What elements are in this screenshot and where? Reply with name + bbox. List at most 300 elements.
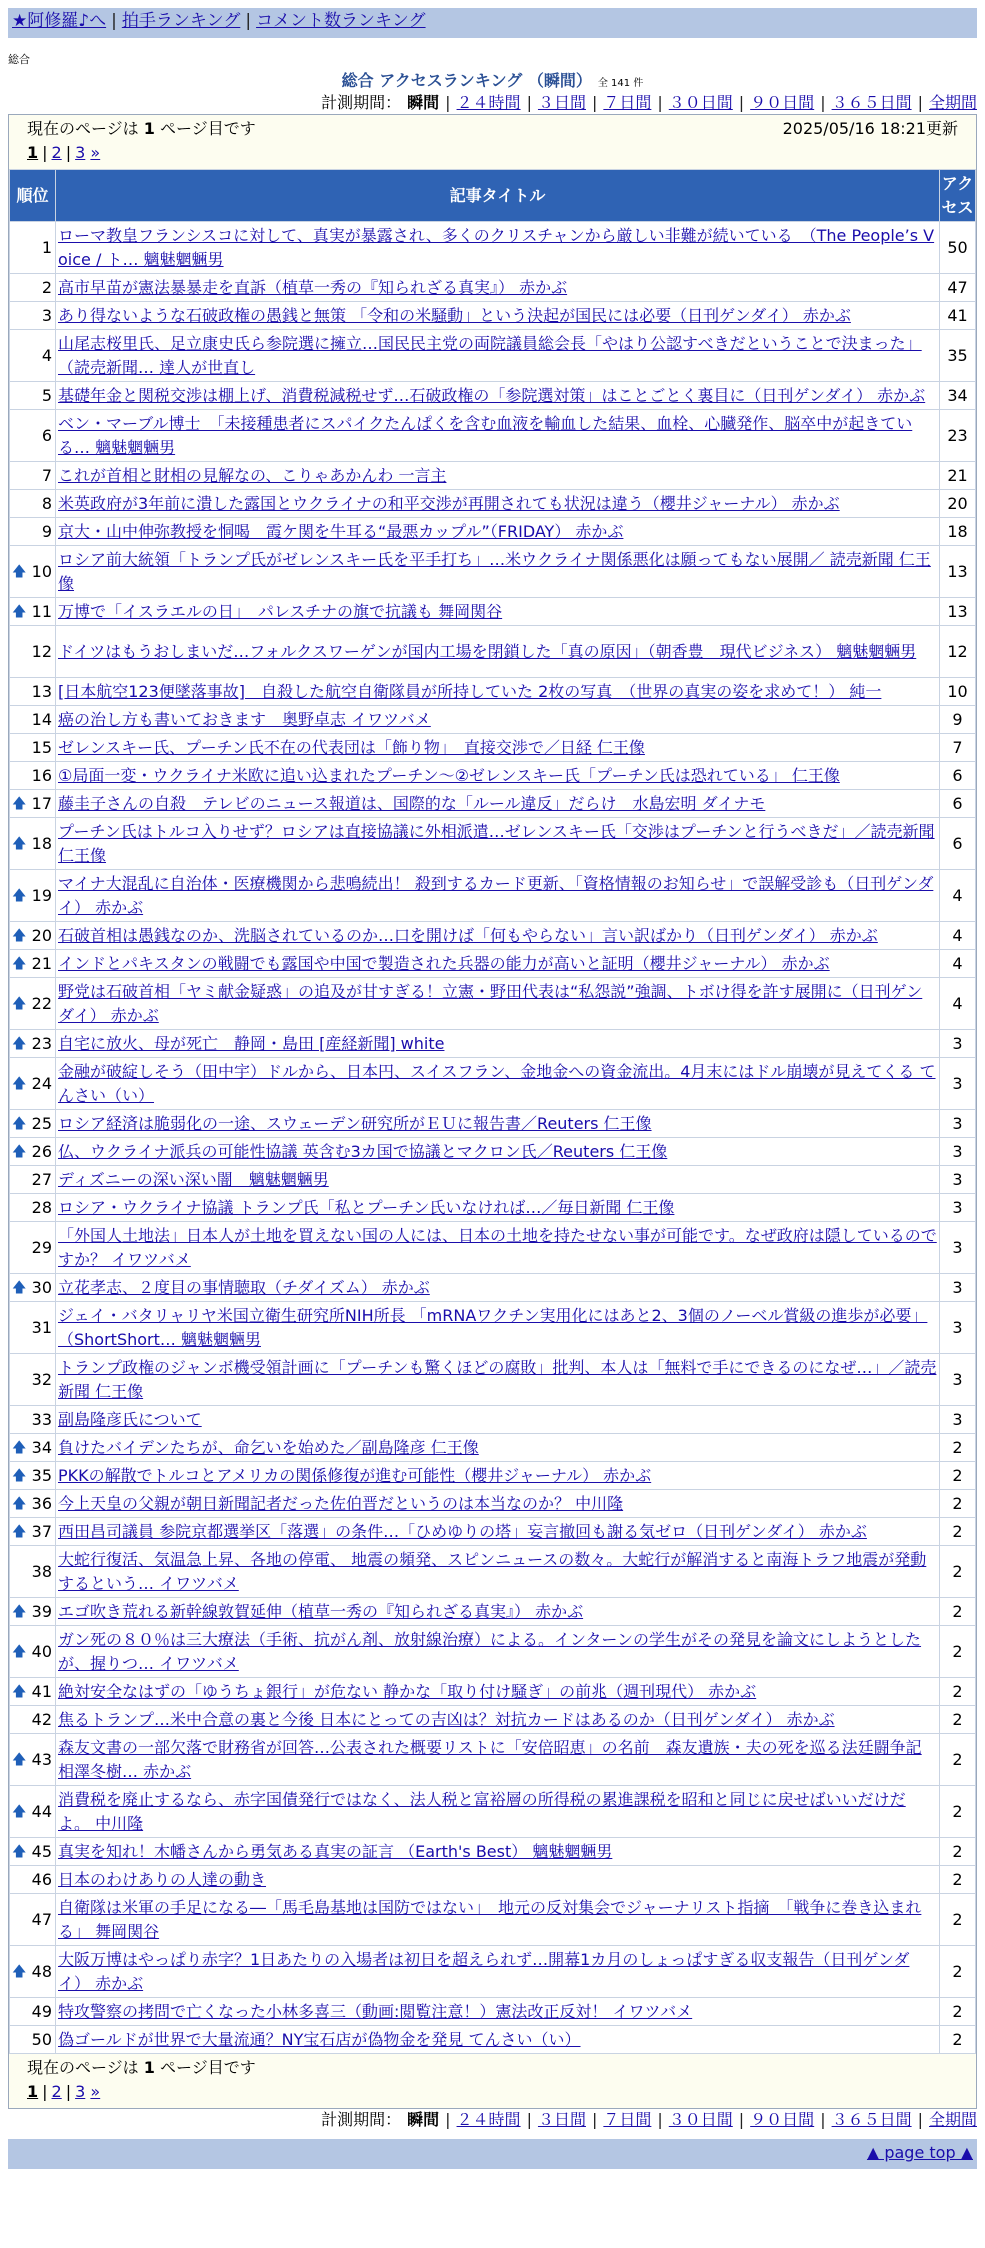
access-header: アクセス: [940, 170, 976, 222]
table-row: [10, 1866, 976, 1894]
page-link-0[interactable]: 2: [51, 2082, 62, 2101]
separator: |: [917, 2110, 923, 2129]
access-count: 2: [940, 2026, 976, 2054]
rank-cell: [10, 1302, 56, 1354]
access-count: 2: [940, 1678, 976, 1706]
access-count: 2: [940, 1706, 976, 1734]
table-row: [10, 546, 976, 598]
access-count: 50: [940, 222, 976, 274]
title-cell: [56, 1462, 940, 1490]
period-option-5[interactable]: ３６５日間: [831, 93, 912, 112]
rank-number: 36: [31, 1493, 52, 1513]
access-count: 3: [940, 1030, 976, 1058]
separator: |: [526, 93, 532, 112]
period-option-1[interactable]: ３日間: [537, 93, 586, 112]
article-link[interactable]: 米英政府が3年前に潰した露国とウクライナの和平交渉が再開されても状況は違う（櫻井ジャーナル） 赤かぶ: [58, 493, 840, 513]
rank-cell: [10, 382, 56, 410]
title-cell: [56, 950, 940, 978]
access-count: 3: [940, 1222, 976, 1274]
rank-number: 2: [41, 277, 52, 297]
title-cell: [56, 706, 940, 734]
rank-number: 6: [41, 425, 52, 445]
title-cell: [56, 1058, 940, 1110]
access-count: 21: [940, 462, 976, 490]
title-cell: [56, 598, 940, 626]
period-option-3[interactable]: ３０日間: [668, 93, 733, 112]
arrow-up-icon: 🡅: [12, 1683, 27, 1700]
article-link[interactable]: 負けたバイデンたちが、命乞いを始めた／副島隆彦 仁王像: [58, 1437, 479, 1457]
rank-number: 26: [31, 1141, 52, 1161]
title-cell: [56, 1434, 940, 1462]
access-count: 41: [940, 302, 976, 330]
period-option-4[interactable]: ９０日間: [750, 2110, 815, 2129]
page-top-link[interactable]: ▲ page top ▲: [866, 2143, 973, 2162]
arrow-up-icon: 🡅: [12, 1963, 27, 1980]
article-link[interactable]: ゼレンスキー氏、プーチン氏不在の代表団は「飾り物」 直接交渉で／日経 仁王像: [58, 737, 645, 757]
rank-cell: [10, 1030, 56, 1058]
title-cell: [56, 410, 940, 462]
article-link[interactable]: ①局面一変・ウクライナ米欧に追い込まれたプーチン～②ゼレンスキー氏「プーチン氏は恐れている」 仁王像: [58, 765, 840, 785]
separator: |: [738, 93, 745, 112]
page-link-1[interactable]: 3: [75, 2082, 86, 2101]
access-count: 3: [940, 1110, 976, 1138]
rank-cell: [10, 490, 56, 518]
table-row: [10, 1406, 976, 1434]
article-link[interactable]: ロシア経済は脆弱化の一途、スウェーデン研究所がＥＵに報告書／Reuters 仁王像: [58, 1113, 652, 1133]
rank-number: 15: [31, 737, 52, 757]
article-link[interactable]: 藤圭子さんの自殺 テレビのニュース報道は、国際的な「ルール違反」だらけ 水島宏明 ダイナモ: [58, 793, 766, 813]
access-count: 35: [940, 330, 976, 382]
title-cell: [56, 1998, 940, 2026]
article-link[interactable]: ローマ教皇フランシスコに対して、真実が暴露され、多くのクリスチャンから厳しい非難が続いている （The People’s Voice / ト… 魑魅魍魎男: [58, 225, 935, 269]
article-link[interactable]: 大阪万博はやっぱり赤字？1日あたりの入場者は初日を超えられず…開幕1カ月のしょっぱすぎる収支報告（日刊ゲンダイ） 赤かぶ: [58, 1949, 910, 1993]
access-count: 4: [940, 870, 976, 922]
table-row: [10, 302, 976, 330]
table-row: [10, 1838, 976, 1866]
separator: |: [445, 93, 451, 112]
ranking-rows: [10, 222, 976, 2054]
title-cell: [56, 1706, 940, 1734]
rank-cell: [10, 1166, 56, 1194]
table-row: [10, 1546, 976, 1598]
title-cell: [56, 490, 940, 518]
table-row: [10, 2026, 976, 2054]
current-page-number: 1: [143, 119, 155, 138]
period-option-2[interactable]: ７日間: [603, 93, 652, 112]
article-link[interactable]: 立花孝志、２度目の事情聴取（チダイズム） 赤かぶ: [58, 1277, 430, 1297]
period-option-3[interactable]: ３０日間: [668, 2110, 733, 2129]
period-option-2[interactable]: ７日間: [603, 2110, 652, 2129]
table-row: [10, 922, 976, 950]
rank-cell: [10, 274, 56, 302]
article-link[interactable]: マイナ大混乱に自治体・医療機関から悲鳴続出！ 殺到するカード更新、「資格情報のお知らせ」で誤解受診も（日刊ゲンダイ） 赤かぶ: [58, 873, 934, 917]
rank-cell: [10, 1138, 56, 1166]
arrow-up-icon: 🡅: [12, 955, 27, 972]
separator: |: [657, 93, 663, 112]
page-status: [27, 117, 256, 141]
rank-number: 44: [31, 1801, 52, 1821]
article-link[interactable]: PKKの解散でトルコとアメリカの関係修復が進む可能性（櫻井ジャーナル） 赤かぶ: [58, 1465, 652, 1485]
table-row: [10, 1706, 976, 1734]
access-count: 3: [940, 1354, 976, 1406]
table-row: [10, 1354, 976, 1406]
article-link[interactable]: トランプ政権のジャンボ機受領計画に「プーチンも驚くほどの腐敗」批判、本人は「無料で手にできるのになぜ…」／読売新聞 仁王像: [58, 1357, 937, 1401]
access-count: 3: [940, 1138, 976, 1166]
rank-number: 27: [31, 1169, 52, 1189]
arrow-up-icon: 🡅: [12, 1523, 27, 1540]
rank-cell: [10, 626, 56, 678]
table-row: [10, 1490, 976, 1518]
rank-cell: [10, 302, 56, 330]
rank-number: 22: [31, 993, 52, 1013]
rank-cell: [10, 598, 56, 626]
rank-number: 7: [41, 465, 52, 485]
title-cell: [56, 626, 940, 678]
table-row: [10, 1110, 976, 1138]
rank-cell: [10, 950, 56, 978]
title-cell: [56, 222, 940, 274]
rank-cell: [10, 1894, 56, 1946]
title-cell: [56, 790, 940, 818]
rank-cell: [10, 2026, 56, 2054]
table-row: [10, 950, 976, 978]
article-link[interactable]: これが首相と財相の見解なの、こりゃあかんわ 一言主: [58, 465, 447, 485]
table-row: [10, 870, 976, 922]
access-count: 2: [940, 1998, 976, 2026]
arrow-up-icon: 🡅: [12, 1115, 27, 1132]
article-link[interactable]: 石破首相は愚銭なのか、洗脳されているのか…口を開けば「何もやらない」言い訳ばかり（日刊ゲンダイ） 赤かぶ: [58, 925, 878, 945]
rank-number: 21: [31, 953, 52, 973]
rank-cell: [10, 678, 56, 706]
access-count: 9: [940, 706, 976, 734]
ranking-box: [8, 114, 977, 2109]
table-row: [10, 1998, 976, 2026]
period-option-6[interactable]: 全期間: [928, 93, 977, 112]
current-page-number: 1: [143, 2058, 155, 2077]
period-option-4[interactable]: ９０日間: [750, 93, 815, 112]
access-count: 3: [940, 1166, 976, 1194]
period-selector-top: [0, 92, 985, 114]
rank-cell: [10, 1462, 56, 1490]
rank-number: 5: [41, 385, 52, 405]
title-header: 記事タイトル: [56, 170, 940, 222]
article-link[interactable]: ジェイ・バタリャリヤ米国立衛生研究所NIH所長 「mRNAワクチン実用化にはあと2、3個のノーベル賞級の進歩が必要」（ShortShort… 魑魅魍魎男: [58, 1305, 928, 1349]
access-count: 2: [940, 1786, 976, 1838]
access-count: 2: [940, 1894, 976, 1946]
rank-number: 35: [31, 1465, 52, 1485]
rank-cell: [10, 1734, 56, 1786]
arrow-up-icon: 🡅: [12, 1143, 27, 1160]
title-cell: [56, 1194, 940, 1222]
page-status-suffix: ページ目です: [160, 2058, 256, 2077]
title-cell: [56, 1490, 940, 1518]
access-count: 3: [940, 1274, 976, 1302]
comment-ranking-link[interactable]: コメント数ランキング: [256, 11, 426, 31]
period-current: 瞬間: [407, 93, 440, 112]
article-link[interactable]: ロシア前大統領「トランプ氏がゼレンスキー氏を平手打ち」…米ウクライナ関係悪化は願ってもない展開／ 読売新聞 仁王像: [58, 549, 931, 593]
rank-cell: [10, 790, 56, 818]
page-link-1[interactable]: 3: [75, 143, 86, 162]
access-count: 2: [940, 1598, 976, 1626]
table-row: [10, 1598, 976, 1626]
page-link-0[interactable]: 2: [51, 143, 62, 162]
article-link[interactable]: 自宅に放火、母が死亡 静岡・島田 [産経新聞] white: [58, 1033, 445, 1053]
access-count: 3: [940, 1406, 976, 1434]
arrow-up-icon: 🡅: [12, 1035, 27, 1052]
title-cell: [56, 1518, 940, 1546]
access-count: 47: [940, 274, 976, 302]
separator: |: [591, 93, 598, 112]
table-row: [10, 598, 976, 626]
rank-cell: [10, 1518, 56, 1546]
table-row: [10, 734, 976, 762]
article-link[interactable]: 「外国人土地法」日本人が土地を買えない国の人には、日本の土地を持たせない事が可能です。なぜ政府は隠しているのですか？ イワツバメ: [58, 1225, 937, 1269]
rank-cell: [10, 1598, 56, 1626]
table-row: [10, 1946, 976, 1998]
article-link[interactable]: ドイツはもうおしまいだ…フォルクスワーゲンが国内工場を閉鎖した「真の原因」（朝香豊 現代ビジネス） 魑魅魍魎男: [58, 641, 917, 661]
rank-cell: [10, 1222, 56, 1274]
access-count: 3: [940, 1058, 976, 1110]
rank-cell: [10, 922, 56, 950]
pager-status-row: [27, 117, 958, 141]
article-link[interactable]: 今上天皇の父親が朝日新聞記者だった佐伯晋だというのは本当なのか？ 中川隆: [58, 1493, 624, 1513]
title-cell: [56, 1030, 940, 1058]
rank-number: 38: [31, 1561, 52, 1581]
access-count: 4: [940, 922, 976, 950]
title-cell: [56, 330, 940, 382]
rank-cell: [10, 1274, 56, 1302]
period-selector-bottom: [0, 2109, 985, 2131]
article-link[interactable]: 山尾志桜里氏、足立康史氏ら参院選に擁立…国民民主党の両院議員総会長「やはり公認すべきだということで決まった」（読売新聞… 達人が世直し: [58, 333, 922, 377]
arrow-up-icon: 🡅: [12, 927, 27, 944]
page-link-current: 1: [27, 2082, 39, 2101]
rank-number: 19: [31, 885, 52, 905]
rank-number: 34: [31, 1437, 52, 1457]
title-cell: [56, 1274, 940, 1302]
article-link[interactable]: 万博で「イスラエルの日」 パレスチナの旗で抗議も 舞岡関谷: [58, 601, 503, 621]
arrow-up-icon: 🡅: [12, 1803, 27, 1820]
table-row: [10, 626, 976, 678]
article-link[interactable]: エゴ吹き荒れる新幹線敦賀延伸（植草一秀の『知られざる真実』） 赤かぶ: [58, 1601, 584, 1621]
rank-number: 30: [31, 1277, 52, 1297]
rank-number: 39: [31, 1601, 52, 1621]
rank-cell: [10, 1194, 56, 1222]
article-link[interactable]: 消費税を廃止するなら、赤字国債発行ではなく、法人税と富裕層の所得税の累進課税を昭和と同じに戻せばいいだけだよ。 中川隆: [58, 1789, 906, 1833]
access-count: 2: [940, 1518, 976, 1546]
title-cell: [56, 762, 940, 790]
access-count: 7: [940, 734, 976, 762]
page-title: [0, 70, 985, 92]
rank-cell: [10, 1406, 56, 1434]
applause-ranking-link[interactable]: 拍手ランキング: [121, 11, 241, 31]
article-link[interactable]: 自衛隊は米軍の手足になる―「馬毛島基地は国防ではない」 地元の反対集会でジャーナリスト指摘 「戦争に巻き込まれる」 舞岡関谷: [58, 1897, 922, 1941]
access-count: 3: [940, 1194, 976, 1222]
rank-cell: [10, 1866, 56, 1894]
table-row: [10, 1058, 976, 1110]
rank-cell: [10, 706, 56, 734]
arrow-up-icon: 🡅: [12, 603, 27, 620]
access-count: 6: [940, 818, 976, 870]
article-link[interactable]: 焦るトランプ…米中合意の裏と今後 日本にとっての吉凶は？対抗カードはあるのか（日刊ゲンダイ） 赤かぶ: [58, 1709, 835, 1729]
rank-number: 17: [31, 793, 52, 813]
title-cell: [56, 1406, 940, 1434]
title-cell: [56, 818, 940, 870]
title-cell: [56, 1598, 940, 1626]
table-row: [10, 462, 976, 490]
article-link[interactable]: 金融が破綻しそう（田中宇）ドルから、日本円、スイスフラン、金地金への資金流出。4月末にはドル崩壊が見えてくる てんさい（い）: [58, 1061, 936, 1105]
arrow-up-icon: 🡅: [12, 1603, 27, 1620]
title-cell: [56, 1734, 940, 1786]
rank-number: 20: [31, 925, 52, 945]
next-page-link[interactable]: »: [90, 2082, 101, 2101]
article-link[interactable]: 野党は石破首相「ヤミ献金疑惑」の追及が甘すぎる！立憲・野田代表は“私怨説”強調、トボけ得を許す展開に（日刊ゲンダイ） 赤かぶ: [58, 981, 923, 1025]
access-count: 2: [940, 1626, 976, 1678]
title-cell: [56, 870, 940, 922]
table-row: [10, 1678, 976, 1706]
rank-cell: [10, 222, 56, 274]
table-row: [10, 518, 976, 546]
rank-cell: [10, 330, 56, 382]
table-row: [10, 1626, 976, 1678]
article-link[interactable]: 癌の治し方も書いておきます 奥野卓志 イワツバメ: [58, 709, 431, 729]
rank-number: 45: [31, 1841, 52, 1861]
rank-cell: [10, 1998, 56, 2026]
table-row: [10, 1518, 976, 1546]
access-count: 13: [940, 598, 976, 626]
article-link[interactable]: ベン・マーブル博士 「未接種患者にスパイクたんぱくを含む血液を輸血した結果、血栓、心臓発作、脳卒中が起きている… 魑魅魍魎男: [58, 413, 913, 457]
rank-cell: [10, 518, 56, 546]
table-row: [10, 1166, 976, 1194]
access-count: 2: [940, 1734, 976, 1786]
rank-cell: [10, 818, 56, 870]
next-page-link[interactable]: »: [90, 143, 101, 162]
title-cell: [56, 1626, 940, 1678]
separator: |: [738, 2110, 745, 2129]
rank-number: 48: [31, 1961, 52, 1981]
rank-cell: [10, 546, 56, 598]
arrow-up-icon: 🡅: [12, 835, 27, 852]
arrow-up-icon: 🡅: [12, 795, 27, 812]
article-link[interactable]: 仏、ウクライナ派兵の可能性協議 英含む3カ国で協議とマクロン氏／Reuters 仁王像: [58, 1141, 668, 1161]
rank-cell: [10, 1706, 56, 1734]
rank-cell: [10, 1490, 56, 1518]
rank-cell: [10, 410, 56, 462]
article-link[interactable]: あり得ないような石破政権の愚銭と無策 「令和の米騒動」という決起が国民には必要（日刊ゲンダイ） 赤かぶ: [58, 305, 851, 325]
article-link[interactable]: 高市早苗が憲法暴暴走を直訴（植草一秀の『知られざる真実』） 赤かぶ: [58, 277, 568, 297]
title-cell: [56, 1894, 940, 1946]
top-navigation: [8, 8, 977, 38]
access-count: 13: [940, 546, 976, 598]
page-status-prefix: 現在のページは: [27, 119, 139, 138]
access-count: 23: [940, 410, 976, 462]
title-cell: [56, 1838, 940, 1866]
rank-cell: [10, 1546, 56, 1598]
article-link[interactable]: 真実を知れ！木幡さんから勇気ある真実の証言 （Earth's Best） 魑魅魍魎男: [58, 1841, 613, 1861]
article-link[interactable]: 日本のわけありの人達の動き: [58, 1869, 267, 1889]
rank-number: 49: [31, 2001, 52, 2021]
article-link[interactable]: 絶対安全なはずの「ゆうちょ銀行」が危ない 静かな「取り付け騒ぎ」の前兆（週刊現代） 赤かぶ: [58, 1681, 757, 1701]
page-links: [27, 2080, 958, 2104]
access-count: 6: [940, 762, 976, 790]
table-row: [10, 1894, 976, 1946]
rank-number: 4: [41, 345, 52, 365]
separator: |: [820, 2110, 826, 2129]
article-link[interactable]: [日本航空123便墜落事故] 自殺した航空自衛隊員が所持していた 2枚の写真 （世界の真実の姿を求めて！） 純一: [58, 681, 882, 701]
article-link[interactable]: ガン死の８０％は三大療法（手術、抗がん剤、放射線治療）による。インターンの学生がその発見を論文にしようとしたが、握りつ… イワツバメ: [58, 1629, 922, 1673]
access-count: 2: [940, 1866, 976, 1894]
rank-cell: [10, 870, 56, 922]
title-cell: [56, 1946, 940, 1998]
rank-number: 8: [41, 493, 52, 513]
rank-number: 50: [31, 2029, 52, 2049]
period-option-5[interactable]: ３６５日間: [831, 2110, 912, 2129]
rank-number: 3: [41, 305, 52, 325]
article-link[interactable]: ロシア・ウクライナ協議 トランプ氏「私とプーチン氏いなければ…／毎日新聞 仁王像: [58, 1197, 675, 1217]
period-option-6[interactable]: 全期間: [928, 2110, 977, 2129]
article-link[interactable]: 京大・山中伸弥教授を恫喝 霞ケ関を牛耳る“最悪カップル”（FRIDAY） 赤かぶ: [58, 521, 624, 541]
page-links: [27, 141, 958, 165]
table-row: [10, 222, 976, 274]
separator: |: [526, 2110, 532, 2129]
table-row: [10, 1222, 976, 1274]
table-row: [10, 1138, 976, 1166]
article-link[interactable]: 森友文書の一部欠落で財務省が回答…公表された概要リストに「安倍昭恵」の名前 森友遺族・夫の死を巡る法廷闘争記相澤冬樹… 赤かぶ: [58, 1737, 922, 1781]
arrow-up-icon: 🡅: [12, 1467, 27, 1484]
rank-number: 24: [31, 1073, 52, 1093]
title-cell: [56, 274, 940, 302]
rank-cell: [10, 978, 56, 1030]
rank-number: 12: [31, 641, 52, 661]
table-row: [10, 1030, 976, 1058]
article-link[interactable]: 偽ゴールドが世界で大量流通？NY宝石店が偽物金を発見 てんさい（い）: [58, 2029, 581, 2049]
ashura-home-link[interactable]: ★阿修羅♪へ: [12, 11, 107, 31]
article-link[interactable]: インドとパキスタンの戦闘でも露国や中国で製造された兵器の能力が高いと証明（櫻井ジャーナル） 赤かぶ: [58, 953, 830, 973]
pager-top: [9, 115, 976, 169]
period-current: 瞬間: [407, 2110, 440, 2129]
table-row: [10, 1434, 976, 1462]
rank-cell: [10, 1786, 56, 1838]
arrow-up-icon: 🡅: [12, 1439, 27, 1456]
arrow-up-icon: 🡅: [12, 887, 27, 904]
rank-number: 18: [31, 833, 52, 853]
article-link[interactable]: ディズニーの深い深い闇 魑魅魍魎男: [58, 1169, 329, 1189]
access-count: 2: [940, 1490, 976, 1518]
period-option-0[interactable]: ２４時間: [456, 93, 521, 112]
access-count: 20: [940, 490, 976, 518]
period-option-1[interactable]: ３日間: [537, 2110, 586, 2129]
article-link[interactable]: プーチン氏はトルコ入りせず？ロシアは直接協議に外相派遣…ゼレンスキー氏「交渉はプーチンと行うべきだ」／読売新聞 仁王像: [58, 821, 935, 865]
period-option-0[interactable]: ２４時間: [456, 2110, 521, 2129]
article-link[interactable]: 大蛇行復活、気温急上昇、各地の停電、 地震の頻発、スピンニュースの数々。大蛇行が解消すると南海トラフ地震が発動するという… イワツバメ: [58, 1549, 927, 1593]
separator: |: [111, 11, 117, 31]
table-row: [10, 410, 976, 462]
article-link[interactable]: 副島隆彦氏について: [58, 1409, 202, 1429]
access-count: 34: [940, 382, 976, 410]
access-count: 2: [940, 1462, 976, 1490]
title-cell: [56, 734, 940, 762]
article-link[interactable]: 基礎年金と関税交渉は棚上げ、消費税減税せず…石破政権の「参院選対策」はことごとく裏目に（日刊ゲンダイ） 赤かぶ: [58, 385, 926, 405]
title-cell: [56, 2026, 940, 2054]
rank-cell: [10, 462, 56, 490]
arrow-up-icon: 🡅: [12, 1843, 27, 1860]
article-link[interactable]: 特攻警察の拷問で亡くなった小林多喜三（動画:閲覧注意！）憲法改正反対！ イワツバメ: [58, 2001, 693, 2021]
access-count: 3: [940, 1302, 976, 1354]
rank-number: 1: [41, 237, 52, 257]
page-status: [27, 2056, 256, 2080]
separator: |: [820, 93, 826, 112]
table-row: [10, 382, 976, 410]
article-link[interactable]: 西田昌司議員 参院京都選挙区「落選」の条件…「ひめゆりの塔」妄言撤回も謝る気ゼロ（日刊ゲンダイ） 赤かぶ: [58, 1521, 867, 1541]
